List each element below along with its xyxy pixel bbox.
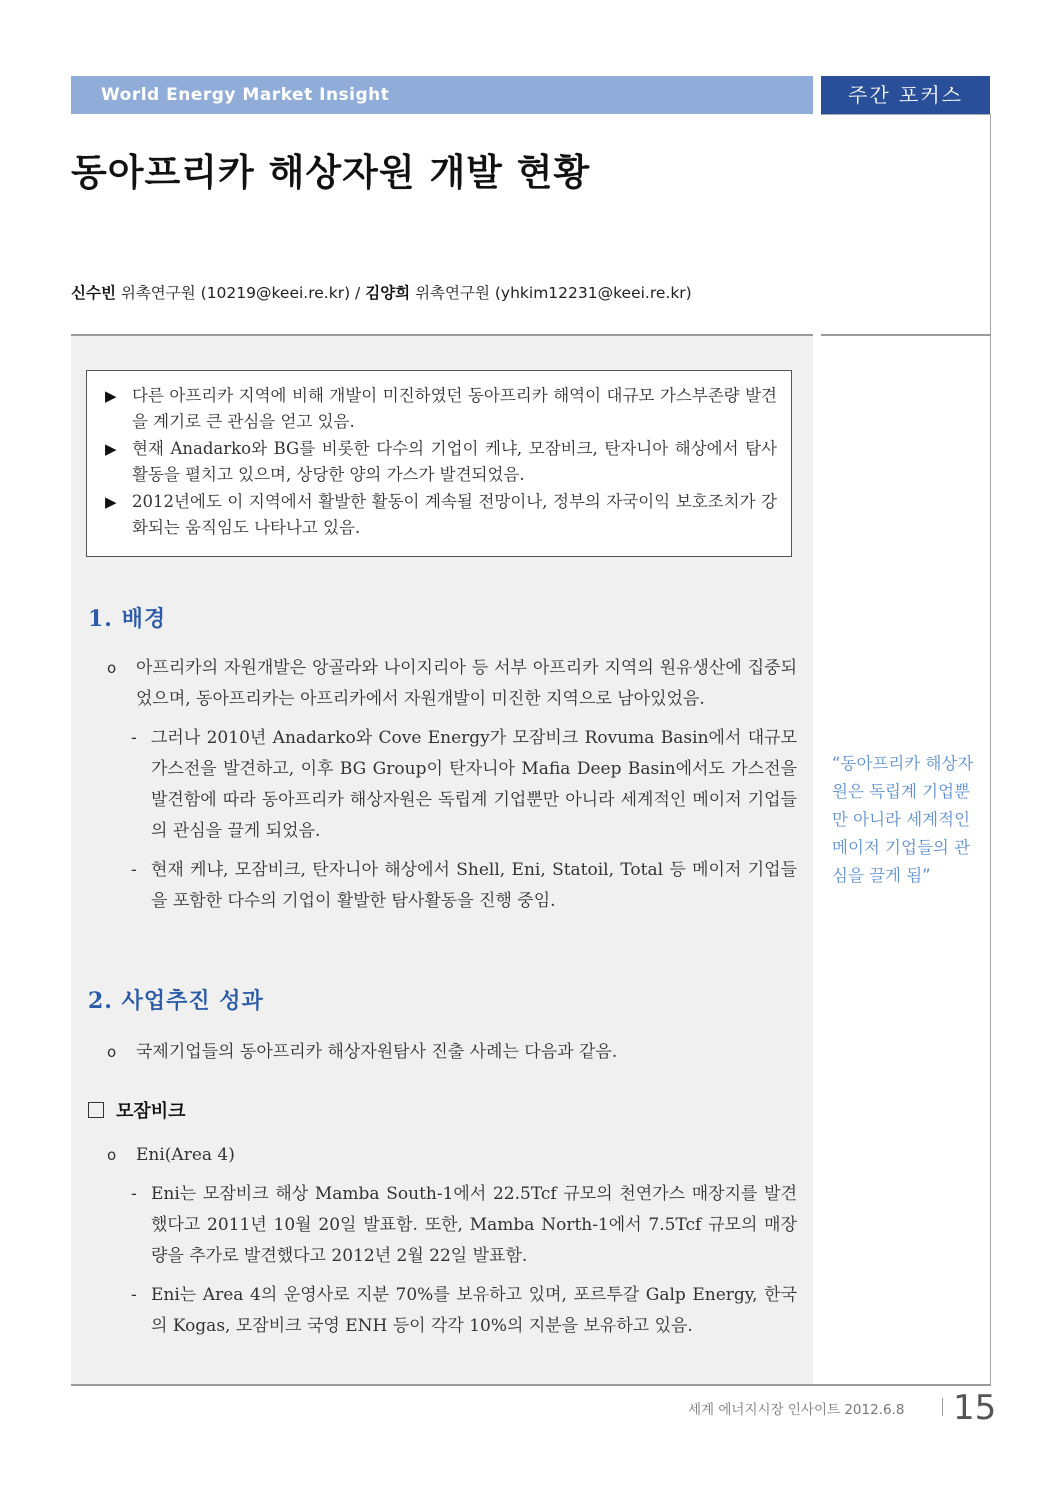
footer-divider [71, 1384, 991, 1386]
subheading-text: 모잠비크 [116, 1101, 186, 1122]
section-heading-results: 2. 사업추진 성과 [88, 988, 264, 1014]
paragraph-text: 아프리카의 자원개발은 앙골라와 나이지리아 등 서부 아프리카 지역의 원유생산에 집중되었으며, 동아프리카는 아프리카에서 자원개발이 미진한 지역으로 남아있었음. [136, 658, 797, 709]
footer-publication: 세계 에너지시장 인사이트 2012.6.8 [688, 1402, 905, 1418]
summary-item [105, 436, 777, 488]
summary-item-text: 현재 Anadarko와 BG를 비롯한 다수의 기업이 케냐, 모잠비크, 탄자니아 해상에서 탐사활동을 펼치고 있으며, 상당한 양의 가스가 발견되었음. [132, 439, 777, 484]
bullet-paragraph [107, 1140, 797, 1171]
author-line [71, 281, 692, 303]
dash-bullet-icon: - [131, 1285, 137, 1305]
page-number: 15 [953, 1388, 997, 1428]
paragraph-text: Eni는 Area 4의 운영사로 지분 70%를 보유하고 있며, 포르투갈 Galp Energy, 한국의 Kogas, 모잠비크 국영 ENH 등이 각각 10%의 지분을 보유하고 있음. [151, 1285, 797, 1336]
author-name-1: 신수빈 [71, 284, 116, 302]
paragraph-text: Eni(Area 4) [136, 1145, 235, 1165]
dash-paragraph [131, 723, 797, 847]
dash-bullet-icon: - [131, 1184, 137, 1204]
author-name-2: 김양희 [365, 284, 411, 302]
right-margin-rule [990, 114, 991, 1386]
section-results-body [107, 1037, 797, 1068]
dash-paragraph [131, 1179, 797, 1272]
circle-bullet-icon: o [107, 1043, 117, 1061]
header-band-text: World Energy Market Insight [101, 85, 390, 105]
subheading-mozambique [88, 1097, 186, 1123]
checkbox-square-icon [88, 1102, 104, 1118]
dash-bullet-icon: - [131, 860, 137, 880]
footer-separator [942, 1398, 943, 1416]
header-right-rule [821, 114, 991, 115]
header-band [71, 76, 813, 114]
paragraph-text: 국제기업들의 동아프리카 해상자원탐사 진출 사례는 다음과 같음. [136, 1042, 618, 1062]
triangle-bullet-icon: ▶ [105, 387, 117, 405]
pull-quote: “동아프리카 해상자원은 독립계 기업뿐만 아니라 세계적인 메이저 기업들의 관심을 끌게 됨” [832, 754, 974, 885]
article-title: 동아프리카 해상자원 개발 현황 [71, 151, 591, 194]
summary-item-text: 2012년에도 이 지역에서 활발한 활동이 계속될 전망이나, 정부의 자국이익 보호조치가 강화되는 움직임도 나타나고 있음. [132, 492, 777, 537]
author-role-1: 위촉연구원 (10219@keei.re.kr) / [120, 284, 361, 302]
paragraph-text: 그러나 2010년 Anadarko와 Cove Energy가 모잠비크 Rovuma Basin에서 대규모 가스전을 발견하고, 이후 BG Group이 탄자니아 Mafia Deep Basin에서도 가스전을 발견함에 따라 동아프리카 해상자원은 독립계 기업뿐만 아니라 세계적인 메이저 기업들의 관심을 끌게 되었음. [151, 728, 797, 841]
dash-paragraph [131, 855, 797, 917]
summary-item [105, 489, 777, 541]
summary-item [105, 383, 777, 435]
circle-bullet-icon: o [107, 1146, 117, 1164]
divider-right [821, 334, 991, 336]
triangle-bullet-icon: ▶ [105, 440, 117, 458]
triangle-bullet-icon: ▶ [105, 493, 117, 511]
paragraph-text: 현재 케냐, 모잠비크, 탄자니아 해상에서 Shell, Eni, Statoil, Total 등 메이저 기업들을 포함한 다수의 기업이 활발한 탐사활동을 진행 중임. [151, 860, 797, 911]
circle-bullet-icon: o [107, 659, 117, 677]
section-tab: 주간 포커스 [821, 76, 990, 114]
summary-box [86, 370, 792, 557]
author-role-2: 위촉연구원 (yhkim12231@keei.re.kr) [415, 284, 692, 302]
summary-item-text: 다른 아프리카 지역에 비해 개발이 미진하였던 동아프리카 해역이 대규모 가스부존량 발견을 계기로 큰 관심을 얻고 있음. [132, 386, 777, 431]
dash-paragraph [131, 1280, 797, 1342]
dash-bullet-icon: - [131, 728, 137, 748]
bullet-paragraph [107, 1037, 797, 1068]
paragraph-text: Eni는 모잠비크 해상 Mamba South-1에서 22.5Tcf 규모의 천연가스 매장지를 발견했다고 2011년 10월 20일 발표함. 또한, Mamba North-1에서 7.5Tcf 규모의 매장량을 추가로 발견했다고 2012년 2월 22일 발표함. [151, 1184, 797, 1266]
section-heading-background: 1. 배경 [88, 606, 167, 632]
bullet-paragraph [107, 653, 797, 715]
section-background-body [107, 653, 797, 917]
mozambique-body [107, 1140, 797, 1342]
